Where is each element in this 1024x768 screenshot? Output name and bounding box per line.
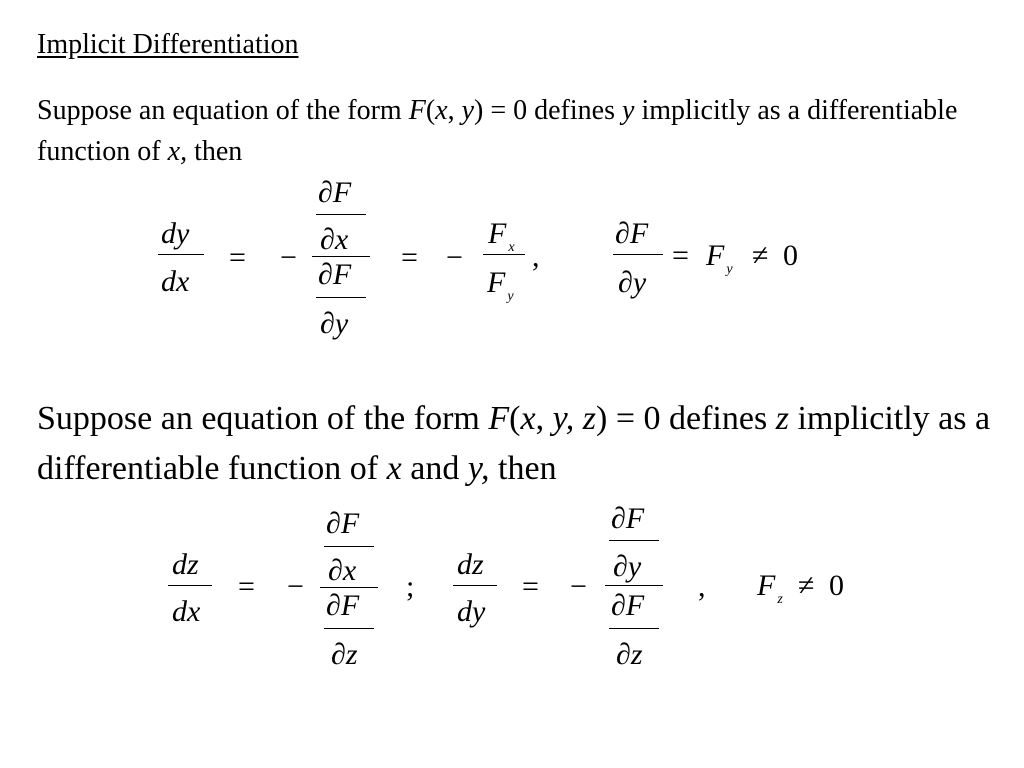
numerator-dz: dz xyxy=(457,548,484,581)
minus-sign: − xyxy=(570,570,587,603)
page-title: Implicit Differentiation xyxy=(37,29,299,60)
paragraph-3d: Suppose an equation of the form F(x, y, z) = 0 defines z implicitly as a differentiable function of x and y, then xyxy=(37,400,991,487)
partial-y: ∂y xyxy=(320,307,349,340)
partial-F: ∂F xyxy=(326,589,360,622)
partial-y: ∂y xyxy=(618,266,647,299)
fraction-bar xyxy=(316,297,366,298)
fraction-bar xyxy=(324,546,374,547)
numerator-dy: dy xyxy=(161,217,190,250)
equals-sign: = xyxy=(401,241,418,274)
equals-sign: = xyxy=(238,570,255,603)
partial-F: ∂F xyxy=(318,258,352,291)
main-fraction-bar xyxy=(605,585,663,586)
fraction-bar xyxy=(316,214,366,215)
zero: 0 xyxy=(829,569,844,602)
partial-F: ∂F xyxy=(615,217,649,250)
fraction-bar xyxy=(613,254,663,255)
minus-sign: − xyxy=(446,241,463,274)
partial-F: ∂F xyxy=(318,176,352,209)
zero: 0 xyxy=(783,239,798,272)
comma: , xyxy=(698,570,706,603)
equals-sign: = xyxy=(522,570,539,603)
partial-x: ∂x xyxy=(328,554,357,587)
partial-F: ∂F xyxy=(611,502,645,535)
partial-z: ∂z xyxy=(331,638,358,671)
fraction-bar xyxy=(483,254,525,255)
fraction-bar xyxy=(609,540,659,541)
main-fraction-bar xyxy=(312,256,370,257)
minus-sign: − xyxy=(280,241,297,274)
F-z: F $_z$ xyxy=(757,569,783,607)
partial-x: ∂x xyxy=(320,223,349,256)
fraction-bar xyxy=(324,628,374,629)
fraction-bar xyxy=(158,254,204,255)
not-equal-sign: ≠ xyxy=(798,569,815,602)
partial-F: ∂F xyxy=(326,507,360,540)
comma: , xyxy=(532,240,540,273)
fraction-bar xyxy=(453,585,497,586)
main-fraction-bar xyxy=(320,587,378,588)
not-equal-sign: ≠ xyxy=(752,239,769,272)
F-x-numerator: F $_x$ xyxy=(488,217,515,255)
denominator-dy: dy xyxy=(457,595,486,628)
denominator-dx: dx xyxy=(161,265,190,298)
equals-sign: = xyxy=(672,239,689,272)
fraction-bar xyxy=(609,628,659,629)
partial-z: ∂z xyxy=(616,638,643,671)
fraction-bar xyxy=(168,585,212,586)
partial-F: ∂F xyxy=(611,589,645,622)
equals-sign: = xyxy=(229,241,246,274)
minus-sign: − xyxy=(287,570,304,603)
F-y-denominator: F $_y$ xyxy=(487,266,514,304)
paragraph-2d: Suppose an equation of the form F(x, y) = 0 defines y implicitly as a differentiable function of x, then xyxy=(37,95,958,167)
semicolon: ; xyxy=(406,570,415,603)
partial-y: ∂y xyxy=(613,550,642,583)
numerator-dz: dz xyxy=(172,548,199,581)
denominator-dx: dx xyxy=(172,595,201,628)
F-y: F $_y$ xyxy=(706,239,733,277)
